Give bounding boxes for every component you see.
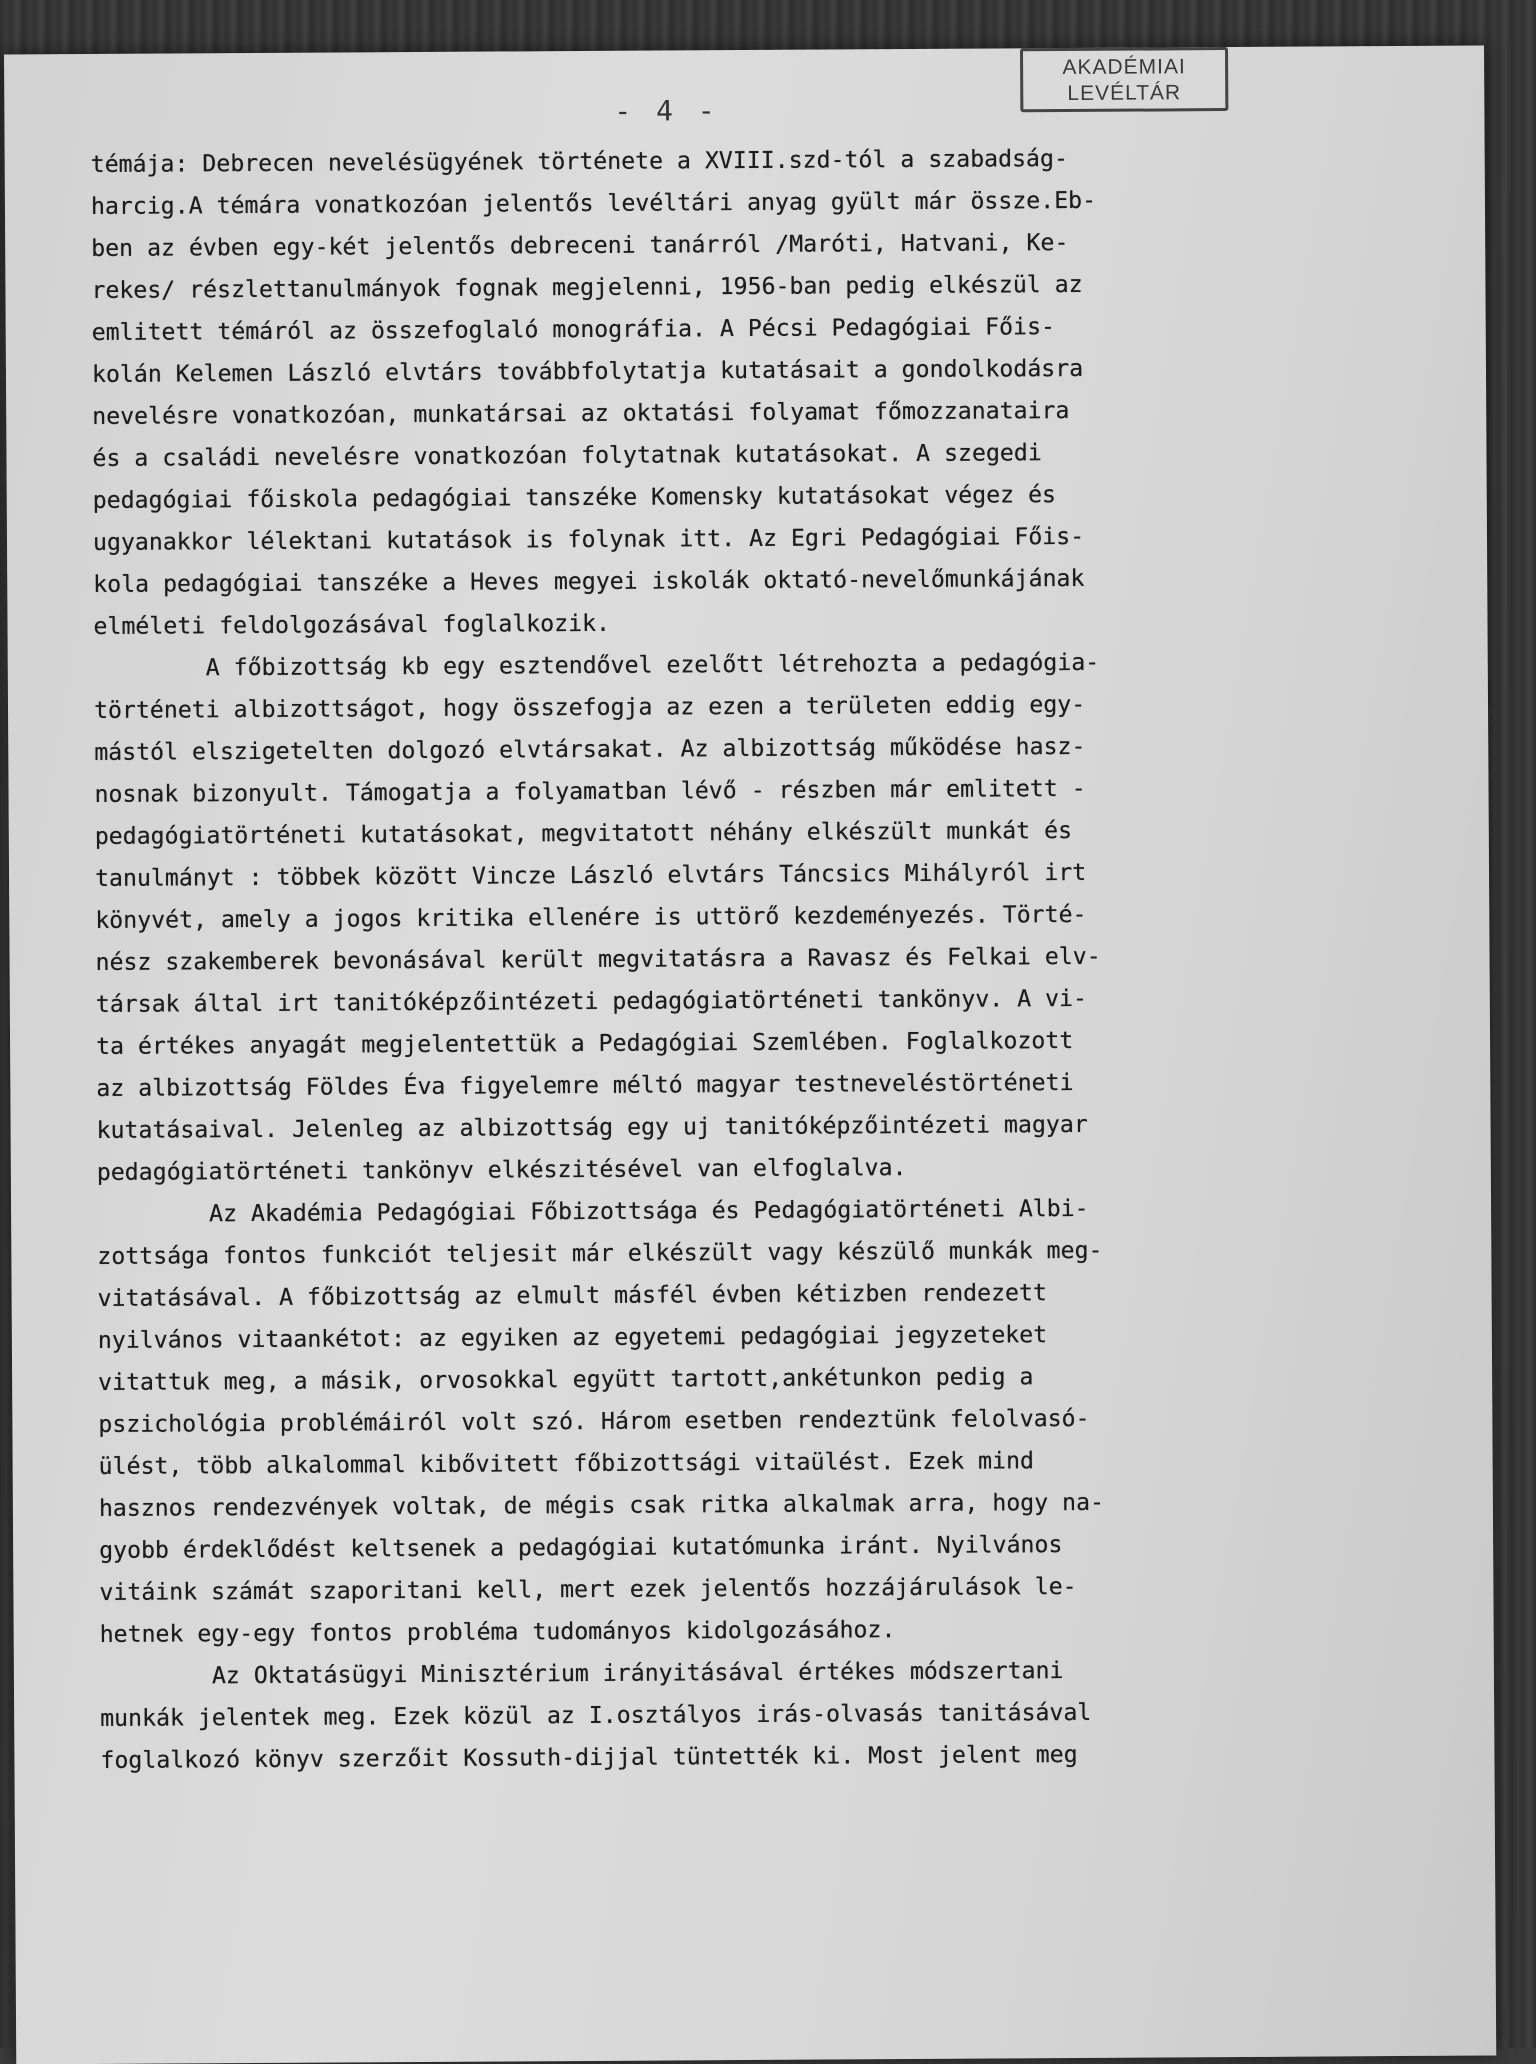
text-line: Az Akadémia Pedagógiai Főbizottsága és Pedagógiatörténeti Albi- — [209, 1194, 1089, 1228]
text-line: ugyanakkor lélektani kutatások is folynak itt. Az Egri Pedagógiai Főis- — [92, 522, 1085, 556]
text-line: könyvét, amely a jogos kritika ellenére is uttörő kezdeményezés. Törté- — [95, 900, 1087, 934]
text-line: vitattuk meg, a másik, orvosokkal együtt tartott,ankétunkon pedig a — [98, 1363, 1034, 1396]
text-line: kutatásaival. Jelenleg az albizottság egy uj tanitóképzőintézeti magyar — [96, 1110, 1088, 1144]
text-line: zottsága fontos funkciót teljesit már elkészült vagy készülő munkák meg- — [97, 1236, 1103, 1270]
text-line: ülést, több alkalommal kibővitett főbizottsági vitaülést. Ezek mind — [98, 1447, 1035, 1480]
page-number: - 4 - — [614, 94, 719, 128]
text-line: harcig.A témára vonatkozóan jelentős levéltári anyag gyült már össze.Eb- — [90, 186, 1097, 220]
text-line: nész szakemberek bevonásával került megvitatásra a Ravasz és Felkai elv- — [95, 942, 1101, 976]
text-line: témája: Debrecen nevelésügyének története a XVIII.szd-tól a szabadság- — [90, 145, 1068, 178]
text-line: történeti albizottságot, hogy összefogja az ezen a területen eddig egy- — [93, 690, 1086, 724]
text-line: társak által irt tanitóképzőintézeti pedagógiatörténeti tankönyv. A vi- — [95, 984, 1088, 1018]
text-line: nyilvános vitaankétot: az egyiken az egyetemi pedagógiai jegyzeteket — [97, 1321, 1048, 1354]
text-line: vitatásával. A főbizottság az elmult másfél évben kétizben rendezett — [97, 1279, 1047, 1312]
text-line: munkák jelentek meg. Ezek közül az I.osztályos irás-olvasás tanitásával — [100, 1698, 1092, 1732]
text-line: pszichológia problémáiról volt szó. Három esetben rendeztünk felolvasó- — [98, 1404, 1090, 1438]
text-line: nevelésre vonatkozóan, munkatársai az oktatási folyamat főmozzanataira — [92, 397, 1070, 430]
text-line: az albizottság Földes Éva figyelemre méltó magyar testneveléstörténeti — [96, 1069, 1074, 1102]
text-line: kolán Kelemen László elvtárs továbbfolytatja kutatásait a gondolkodásra — [91, 354, 1084, 388]
text-line: pedagógiai főiskola pedagógiai tanszéke Komensky kutatásokat végez és — [92, 481, 1057, 514]
text-line: Az Oktatásügyi Minisztérium irányitásával értékes módszertani — [211, 1657, 1064, 1690]
text-line: hasznos rendezvények voltak, de mégis csak ritka alkalmak arra, hogy na- — [98, 1488, 1105, 1522]
text-line: mástól elszigetelten dolgozó elvtársakat. Az albizottság működése hasz- — [94, 732, 1086, 766]
text-line: pedagógiatörténeti kutatásokat, megvitatott néhány elkészült munkát és — [94, 817, 1073, 850]
text-line: ben az évben egy-két jelentős debreceni tanárról /Maróti, Hatvani, Ke- — [91, 229, 1069, 262]
stamp-line-2: LEVÉLTÁR — [1067, 81, 1182, 106]
text-line: gyobb érdeklődést keltsenek a pedagógiai kutatómunka iránt. Nyilvános — [99, 1531, 1063, 1564]
typed-text-body — [91, 136, 1401, 1782]
text-line: és a családi nevelésre vonatkozóan folytatnak kutatásokat. A szegedi — [92, 439, 1042, 472]
text-line: elméleti feldolgozásával foglalkozik. — [93, 609, 611, 640]
text-line: emlitett témáról az összefoglaló monográfia. A Pécsi Pedagógiai Főis- — [91, 313, 1056, 346]
text-line: rekes/ részlettanulmányok fognak megjelenni, 1956-ban pedig elkészül az — [91, 270, 1083, 304]
text-line: vitáink számát szaporitani kell, mert ezek jelentős hozzájárulások le- — [99, 1572, 1077, 1606]
text-line: A főbizottság kb egy esztendővel ezelőtt létrehozta a pedagógia- — [205, 648, 1100, 682]
text-line: nosnak bizonyult. Támogatja a folyamatban lévő - részben már emlitett - — [94, 774, 1086, 808]
text-line: pedagógiatörténeti tankönyv elkészitésével van elfoglalva. — [96, 1154, 907, 1186]
document-page — [4, 45, 1496, 2064]
stamp-line-1: AKADÉMIAI — [1062, 55, 1186, 80]
archive-stamp — [1020, 47, 1228, 112]
text-line: tanulmányt : többek között Vincze László elvtárs Táncsics Mihályról irt — [94, 858, 1087, 892]
text-line: foglalkozó könyv szerzőit Kossuth-dijjal tüntették ki. Most jelent meg — [100, 1740, 1078, 1774]
text-line: ta értékes anyagát megjelentettük a Pedagógiai Szemlében. Foglalkozott — [95, 1027, 1074, 1060]
text-line: hetnek egy-egy fontos probléma tudományos kidolgozásához. — [99, 1616, 896, 1648]
text-line: kola pedagógiai tanszéke a Heves megyei iskolák oktató-nevelőmunkájának — [93, 564, 1085, 598]
